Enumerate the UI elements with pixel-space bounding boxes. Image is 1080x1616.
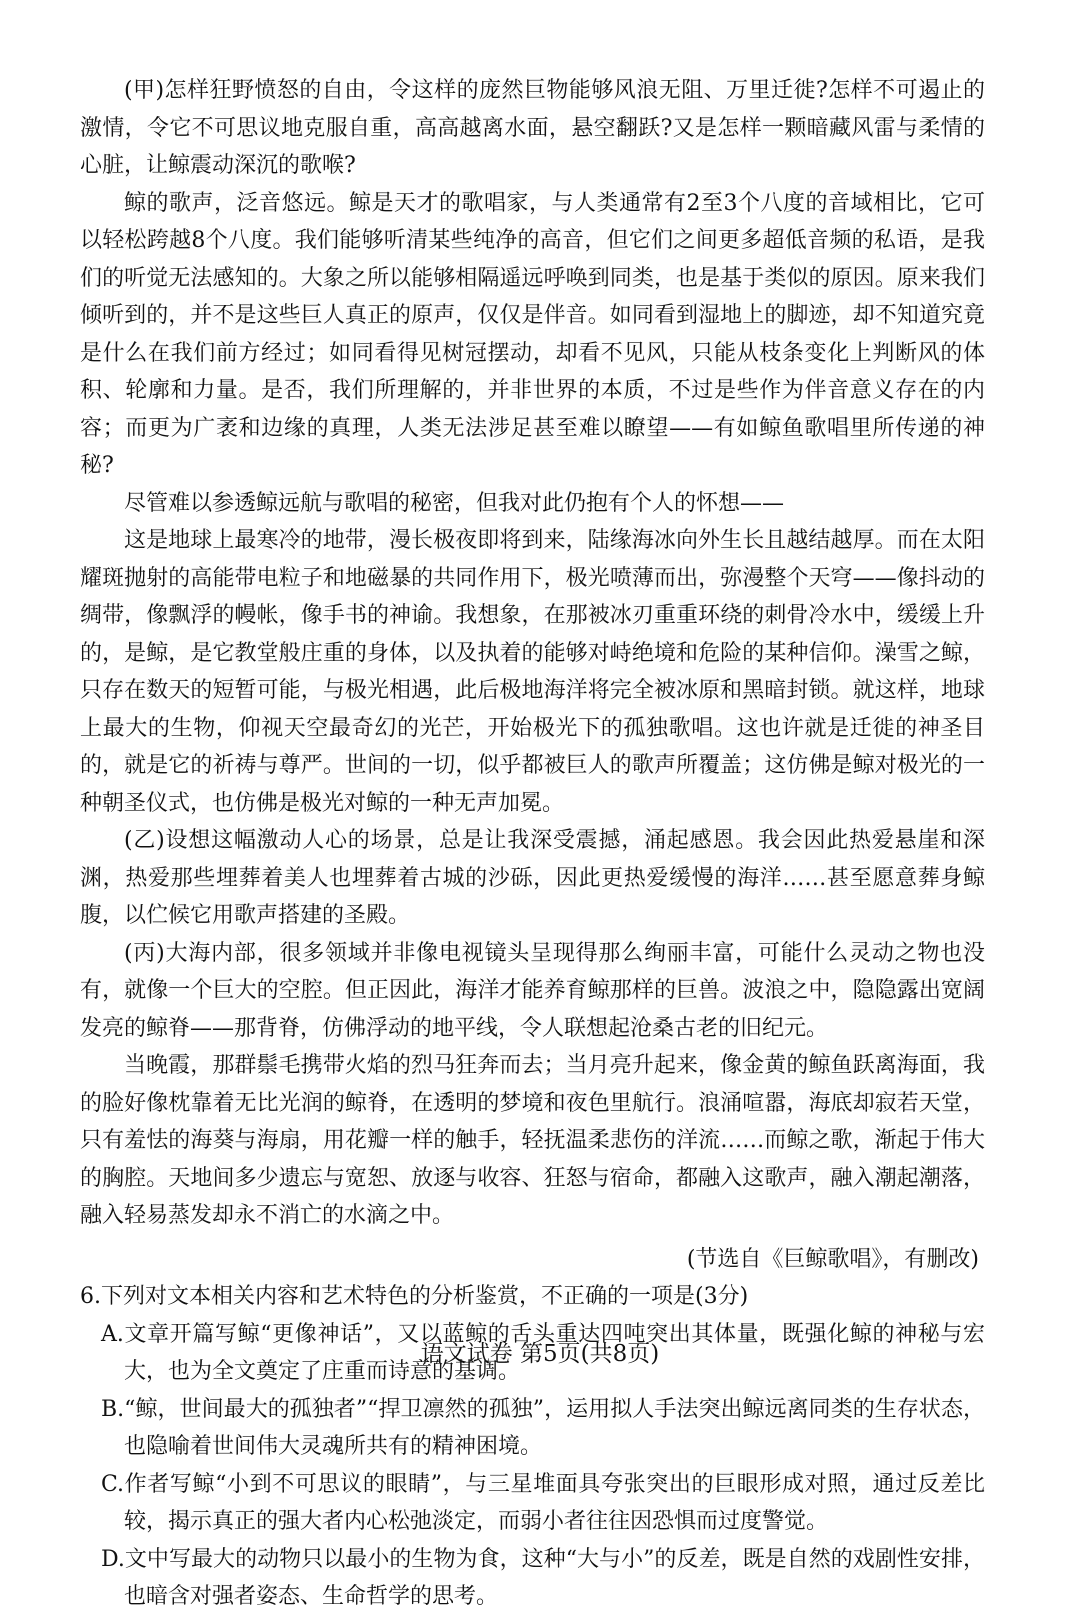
paragraph-whale-song: 鲸的歌声，泛音悠远。鲸是天才的歌唱家，与人类通常有2至3个八度的音域相比，它可以轻松跨越8个八度。我们能够听清某些纯净的高音，但它们之间更多超低音频的私语，是我们的听觉无法感知的。大象之所以能够相隔遥远呼唤到同类，也是基于类似的原因。原来我们倾听到的，并不是这些巨人真正的原声，仅仅是伴音。如同看到湿地上的脚迹，却不知道究竟是什么在我们前方经过；如同看得见树冠摆动，却看不见风，只能从枝条变化上判断风的体积、轮廓和力量。是否，我们所理解的，并非世界的本质，不过是些作为伴音意义存在的内容；而更为广袤和边缘的真理，人类无法涉足甚至难以瞭望——有如鲸鱼歌唱里所传递的神秘?: [80, 190, 985, 478]
option-b: B.“鲸，世间最大的孤独者”“捍卫凛然的孤独”，运用拟人手法突出鲸远离同类的生存状态，也隐喻着世间伟大灵魂所共有的精神困境。: [101, 1396, 985, 1459]
paragraph-jia: (甲)怎样狂野愤怒的自由，令这样的庞然巨物能够风浪无阻、万里迁徙?怎样不可遏止的激情，令它不可思议地克服自重，高高越离水面，悬空翻跃?又是怎样一颗暗藏风雷与柔情的心脏，让鲸震动深沉的歌喉?: [80, 78, 985, 178]
paragraph-yi: (乙)设想这幅激动人心的场景，总是让我深受震撼，涌起感恩。我会因此热爱悬崖和深渊，热爱那些埋葬着美人也埋葬着古城的沙砾，因此更热爱缓慢的海洋……甚至愿意葬身鲸腹，以伫候它用歌声搭建的圣殿。: [80, 828, 985, 928]
paragraph-bing: (丙)大海内部，很多领域并非像电视镜头呈现得那么绚丽丰富，可能什么灵动之物也没有，就像一个巨大的空腔。但正因此，海洋才能养育鲸那样的巨兽。波浪之中，隐隐露出宽阔发亮的鲸脊——那背脊，仿佛浮动的地平线，令人联想起沧桑古老的旧纪元。: [80, 940, 985, 1041]
option-c: C.作者写鲸“小到不可思议的眼睛”，与三星堆面具夸张突出的巨眼形成对照，通过反差比较，揭示真正的强大者内心松弛淡定，而弱小者往往因恐惧而过度警觉。: [101, 1471, 985, 1534]
page-footer: 语文试卷 第5页(共8页): [420, 1341, 660, 1367]
paragraph-aurora: 这是地球上最寒冷的地带，漫长极夜即将到来，陆缘海冰向外生长且越结越厚。而在太阳耀斑抛射的高能带电粒子和地磁暴的共同作用下，极光喷薄而出，弥漫整个天穹——像抖动的绸带，像飘浮的幔帐，像手书的神谕。我想象，在那被冰刃重重环绕的刺骨冷水中，缓缓上升的，是鲸，是它教堂般庄重的身体，以及执着的能够对峙绝境和危险的某种信仰。澡雪之鲸，只存在数天的短暂可能，与极光相遇，此后极地海洋将完全被冰原和黑暗封锁。就这样，地球上最大的生物，仰视天空最奇幻的光芒，开始极光下的孤独歌唱。这也许就是迁徙的神圣目的，就是它的祈祷与尊严。世间的一切，似乎都被巨人的歌声所覆盖；这仿佛是鲸对极光的一种朝圣仪式，也仿佛是极光对鲸的一种无声加冕。: [80, 528, 985, 816]
question-stem: 6.下列对文本相关内容和艺术特色的分析鉴赏，不正确的一项是(3分): [80, 1284, 749, 1309]
paragraph-night-song: 当晚霞，那群鬃毛携带火焰的烈马狂奔而去；当月亮升起来，像金黄的鲸鱼跃离海面，我的脸好像枕靠着无比光润的鲸脊，在透明的梦境和夜色里航行。浪涌喧嚣，海底却寂若天堂，只有羞怯的海葵与海扇，用花瓣一样的触手，轻抚温柔悲伤的洋流……而鲸之歌，渐起于伟大的胸腔。天地间多少遗忘与宽恕、放逐与收容、狂怒与宿命，都融入这歌声，融入潮起潮落，融入轻易蒸发却永不消亡的水滴之中。: [80, 1053, 985, 1228]
option-a: A.文章开篇写鲸“更像神话”，又以蓝鲸的舌头重达四吨突出其体量，既强化鲸的神秘与宏大，也为全文奠定了庄重而诗意的基调。: [101, 1321, 985, 1384]
option-d: D.文中写最大的动物只以最小的生物为食，这种“大与小”的反差，既是自然的戏剧性安排，也暗含对强者姿态、生命哲学的思考。: [101, 1546, 985, 1609]
reading-passage: [80, 72, 985, 1616]
source-citation: (节选自《巨鲸歌唱》，有删改): [686, 1246, 979, 1272]
paragraph-transition: 尽管难以参透鲸远航与歌唱的秘密，但我对此仍抱有个人的怀想——: [124, 490, 785, 516]
